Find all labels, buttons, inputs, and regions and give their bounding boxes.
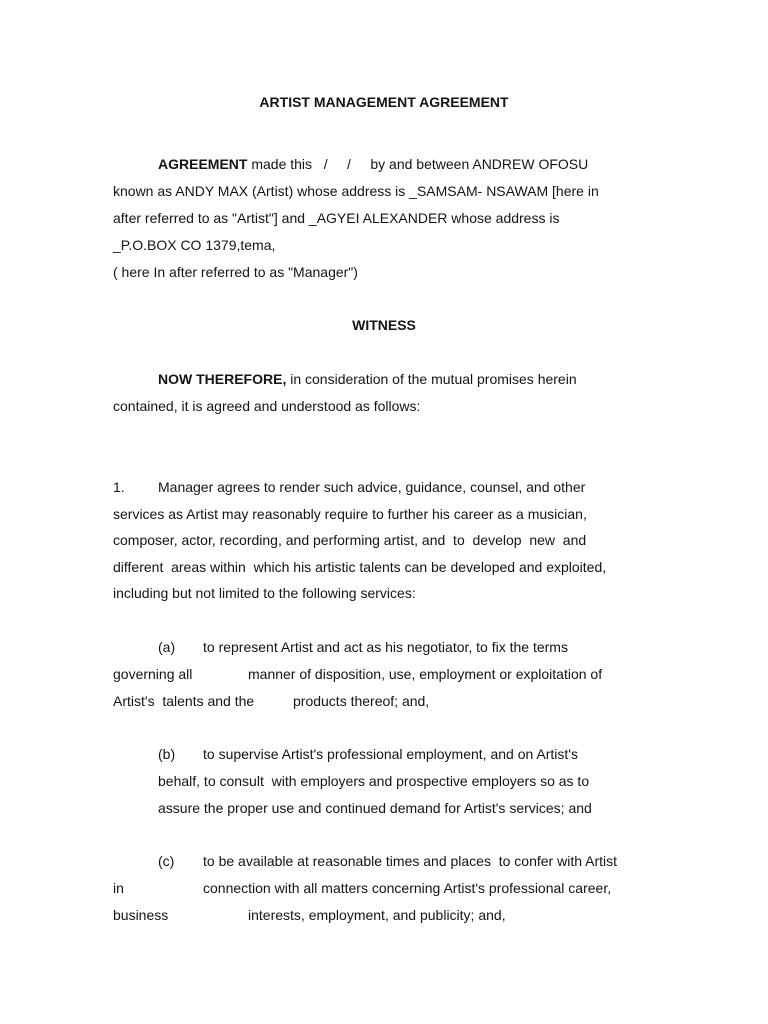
now-therefore-line-1-text: in consideration of the mutual promises herein — [286, 371, 577, 387]
intro-line-1-text: made this / / by and between ANDREW OFOSU — [247, 156, 589, 172]
sub-clause-a-line-3a: Artist's talents and the — [113, 693, 255, 709]
sub-clause-a-line-3b: products thereof; and, — [293, 693, 430, 709]
intro-line-2: known as ANDY MAX (Artist) whose address is _SAMSAM- NSAWAM [here in — [113, 183, 599, 199]
clause-1-number: 1. — [113, 479, 125, 495]
sub-clause-c-line-1: to be available at reasonable times and places to confer with Artist — [203, 853, 618, 869]
intro-line-3: after referred to as "Artist"] and _AGYEI ALEXANDER whose address is — [113, 210, 560, 226]
sub-clause-b-line-3: assure the proper use and continued demand for Artist's services; and — [158, 800, 592, 816]
intro-line-1 — [158, 155, 588, 173]
sub-clause-c-label: (c) — [158, 853, 175, 869]
sub-clause-a-line-2a: governing all — [113, 666, 193, 682]
intro-line-5: ( here In after referred to as "Manager") — [113, 264, 358, 280]
now-therefore-line-1 — [158, 370, 577, 388]
clause-1-line-4: different areas within which his artistic talents can be developed and exploited, — [113, 559, 607, 575]
clause-1-line-2: services as Artist may reasonably require to further his career as a musician, — [113, 506, 587, 522]
sub-clause-a-line-2b: manner of disposition, use, employment or exploitation of — [248, 666, 603, 682]
document-title: ARTIST MANAGEMENT AGREEMENT — [259, 94, 509, 110]
clause-1-line-1: Manager agrees to render such advice, guidance, counsel, and other — [158, 479, 586, 495]
intro-line-4: _P.O.BOX CO 1379,tema, — [113, 237, 276, 253]
sub-clause-b-label: (b) — [158, 746, 176, 762]
sub-clause-b-line-2: behalf, to consult with employers and prospective employers so as to — [158, 773, 590, 789]
sub-clause-a-label: (a) — [158, 639, 176, 655]
now-therefore-lead: NOW THEREFORE, — [158, 371, 287, 387]
sub-clause-b-line-1: to supervise Artist's professional employment, and on Artist's — [203, 746, 578, 762]
now-therefore-line-2: contained, it is agreed and understood as follows: — [113, 398, 421, 414]
intro-lead: AGREEMENT — [158, 156, 248, 172]
sub-clause-c-line-3b: interests, employment, and publicity; and, — [248, 907, 506, 923]
sub-clause-c-line-3a: business — [113, 907, 169, 923]
sub-clause-c-line-2a: in — [113, 880, 124, 896]
clause-1-line-5: including but not limited to the following services: — [113, 585, 416, 601]
clause-1-line-3: composer, actor, recording, and performing artist, and to develop new and — [113, 532, 587, 548]
sub-clause-c-line-2b: connection with all matters concerning Artist's professional career, — [203, 880, 612, 896]
witness-heading: WITNESS — [352, 317, 416, 333]
sub-clause-a-line-1: to represent Artist and act as his negotiator, to fix the terms — [203, 639, 568, 655]
